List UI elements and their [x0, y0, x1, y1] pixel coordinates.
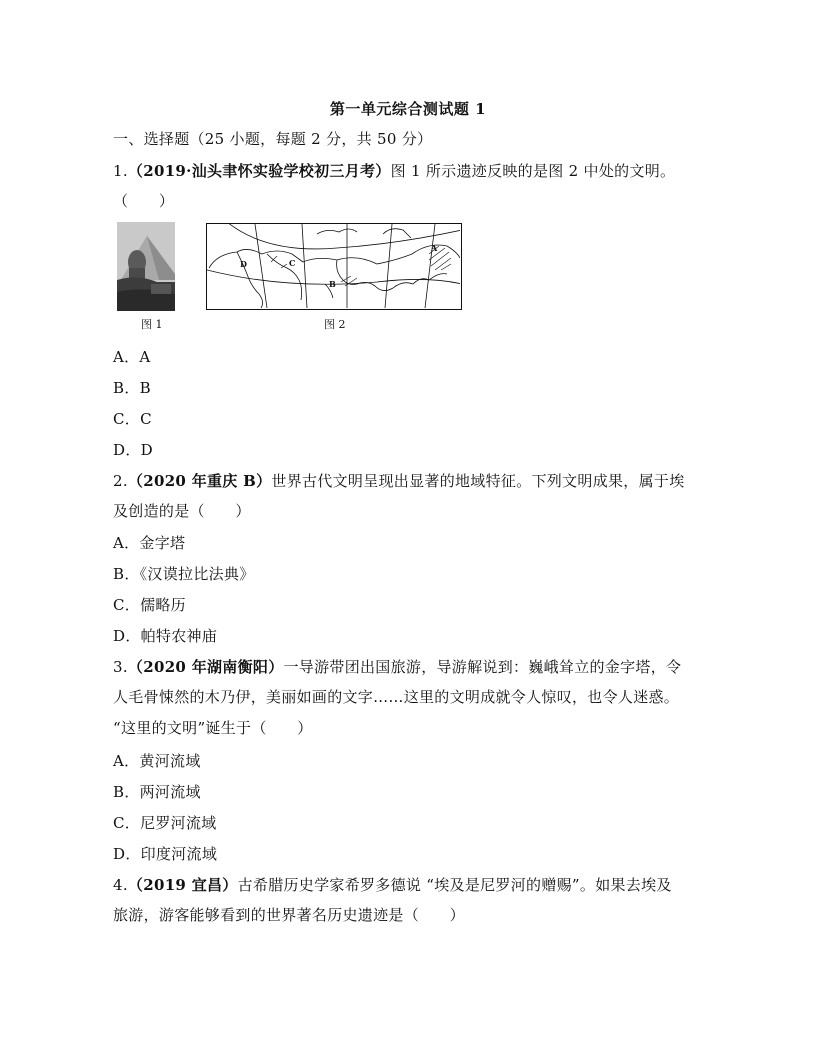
- option-d[interactable]: D．D: [113, 441, 153, 459]
- question-source: （2020 年重庆 B）: [127, 472, 272, 490]
- figure-1-caption: 图 1: [141, 318, 163, 331]
- option-c[interactable]: C．儒略历: [113, 596, 186, 614]
- question-source: （2019 宜昌）: [127, 876, 238, 894]
- question-number: 2.: [113, 472, 128, 490]
- page-title: 第一单元综合测试题 1: [329, 100, 487, 118]
- map-label-d: D: [240, 259, 247, 269]
- question-text: 世界古代文明呈现出显著的地域特征。下列文明成果，属于埃: [271, 472, 685, 490]
- question-text-cont: 旅游，游客能够看到的世界著名历史遗迹是（ ）: [113, 906, 465, 924]
- map-label-b: B: [329, 279, 336, 289]
- option-a[interactable]: A．黄河流域: [113, 752, 201, 770]
- option-b[interactable]: B．B: [113, 379, 151, 397]
- question-text: 一导游带团出国旅游，导游解说到：巍峨耸立的金字塔，令: [283, 658, 682, 676]
- option-b[interactable]: B．《汉谟拉比法典》: [113, 565, 255, 583]
- question-number: 4.: [113, 876, 128, 894]
- option-b[interactable]: B．两河流域: [113, 783, 201, 801]
- option-d[interactable]: D．帕特农神庙: [113, 627, 218, 645]
- question-4: [113, 874, 672, 895]
- option-a[interactable]: A．A: [113, 348, 151, 366]
- question-text-cont: 人毛骨悚然的木乃伊，美丽如画的文字……这里的文明成就令人惊叹，也令人迷惑。: [113, 688, 680, 706]
- option-d[interactable]: D．印度河流域: [113, 845, 218, 863]
- question-text: 图 1 所示遗迹反映的是图 2 中处的文明。: [390, 162, 676, 180]
- option-a[interactable]: A．金字塔: [113, 534, 186, 552]
- world-map-figure: [206, 223, 462, 310]
- question-1: [113, 160, 675, 181]
- question-text-cont: “这里的文明”诞生于（ ）: [113, 719, 313, 737]
- option-c[interactable]: C．C: [113, 410, 152, 428]
- question-source: （2020 年湖南衡阳）: [127, 658, 284, 676]
- question-number: 1.: [113, 162, 128, 180]
- map-label-a: A: [431, 243, 438, 253]
- section-heading: 一、选择题（25 小题，每题 2 分，共 50 分）: [113, 130, 433, 148]
- question-source: （2019·汕头聿怀实验学校初三月考）: [127, 162, 391, 180]
- option-c[interactable]: C．尼罗河流域: [113, 814, 217, 832]
- map-label-c: C: [289, 258, 296, 268]
- answer-blank: （ ）: [113, 192, 175, 210]
- question-text-cont: 及创造的是（ ）: [113, 502, 251, 520]
- figure-2-caption: 图 2: [324, 318, 346, 331]
- question-3: [113, 656, 681, 677]
- question-text: 古希腊历史学家希罗多德说 “埃及是尼罗河的赠赐”。如果去埃及: [237, 876, 672, 894]
- question-number: 3.: [113, 658, 128, 676]
- sphinx-pyramid-photo: [117, 222, 175, 311]
- question-2: [113, 470, 685, 491]
